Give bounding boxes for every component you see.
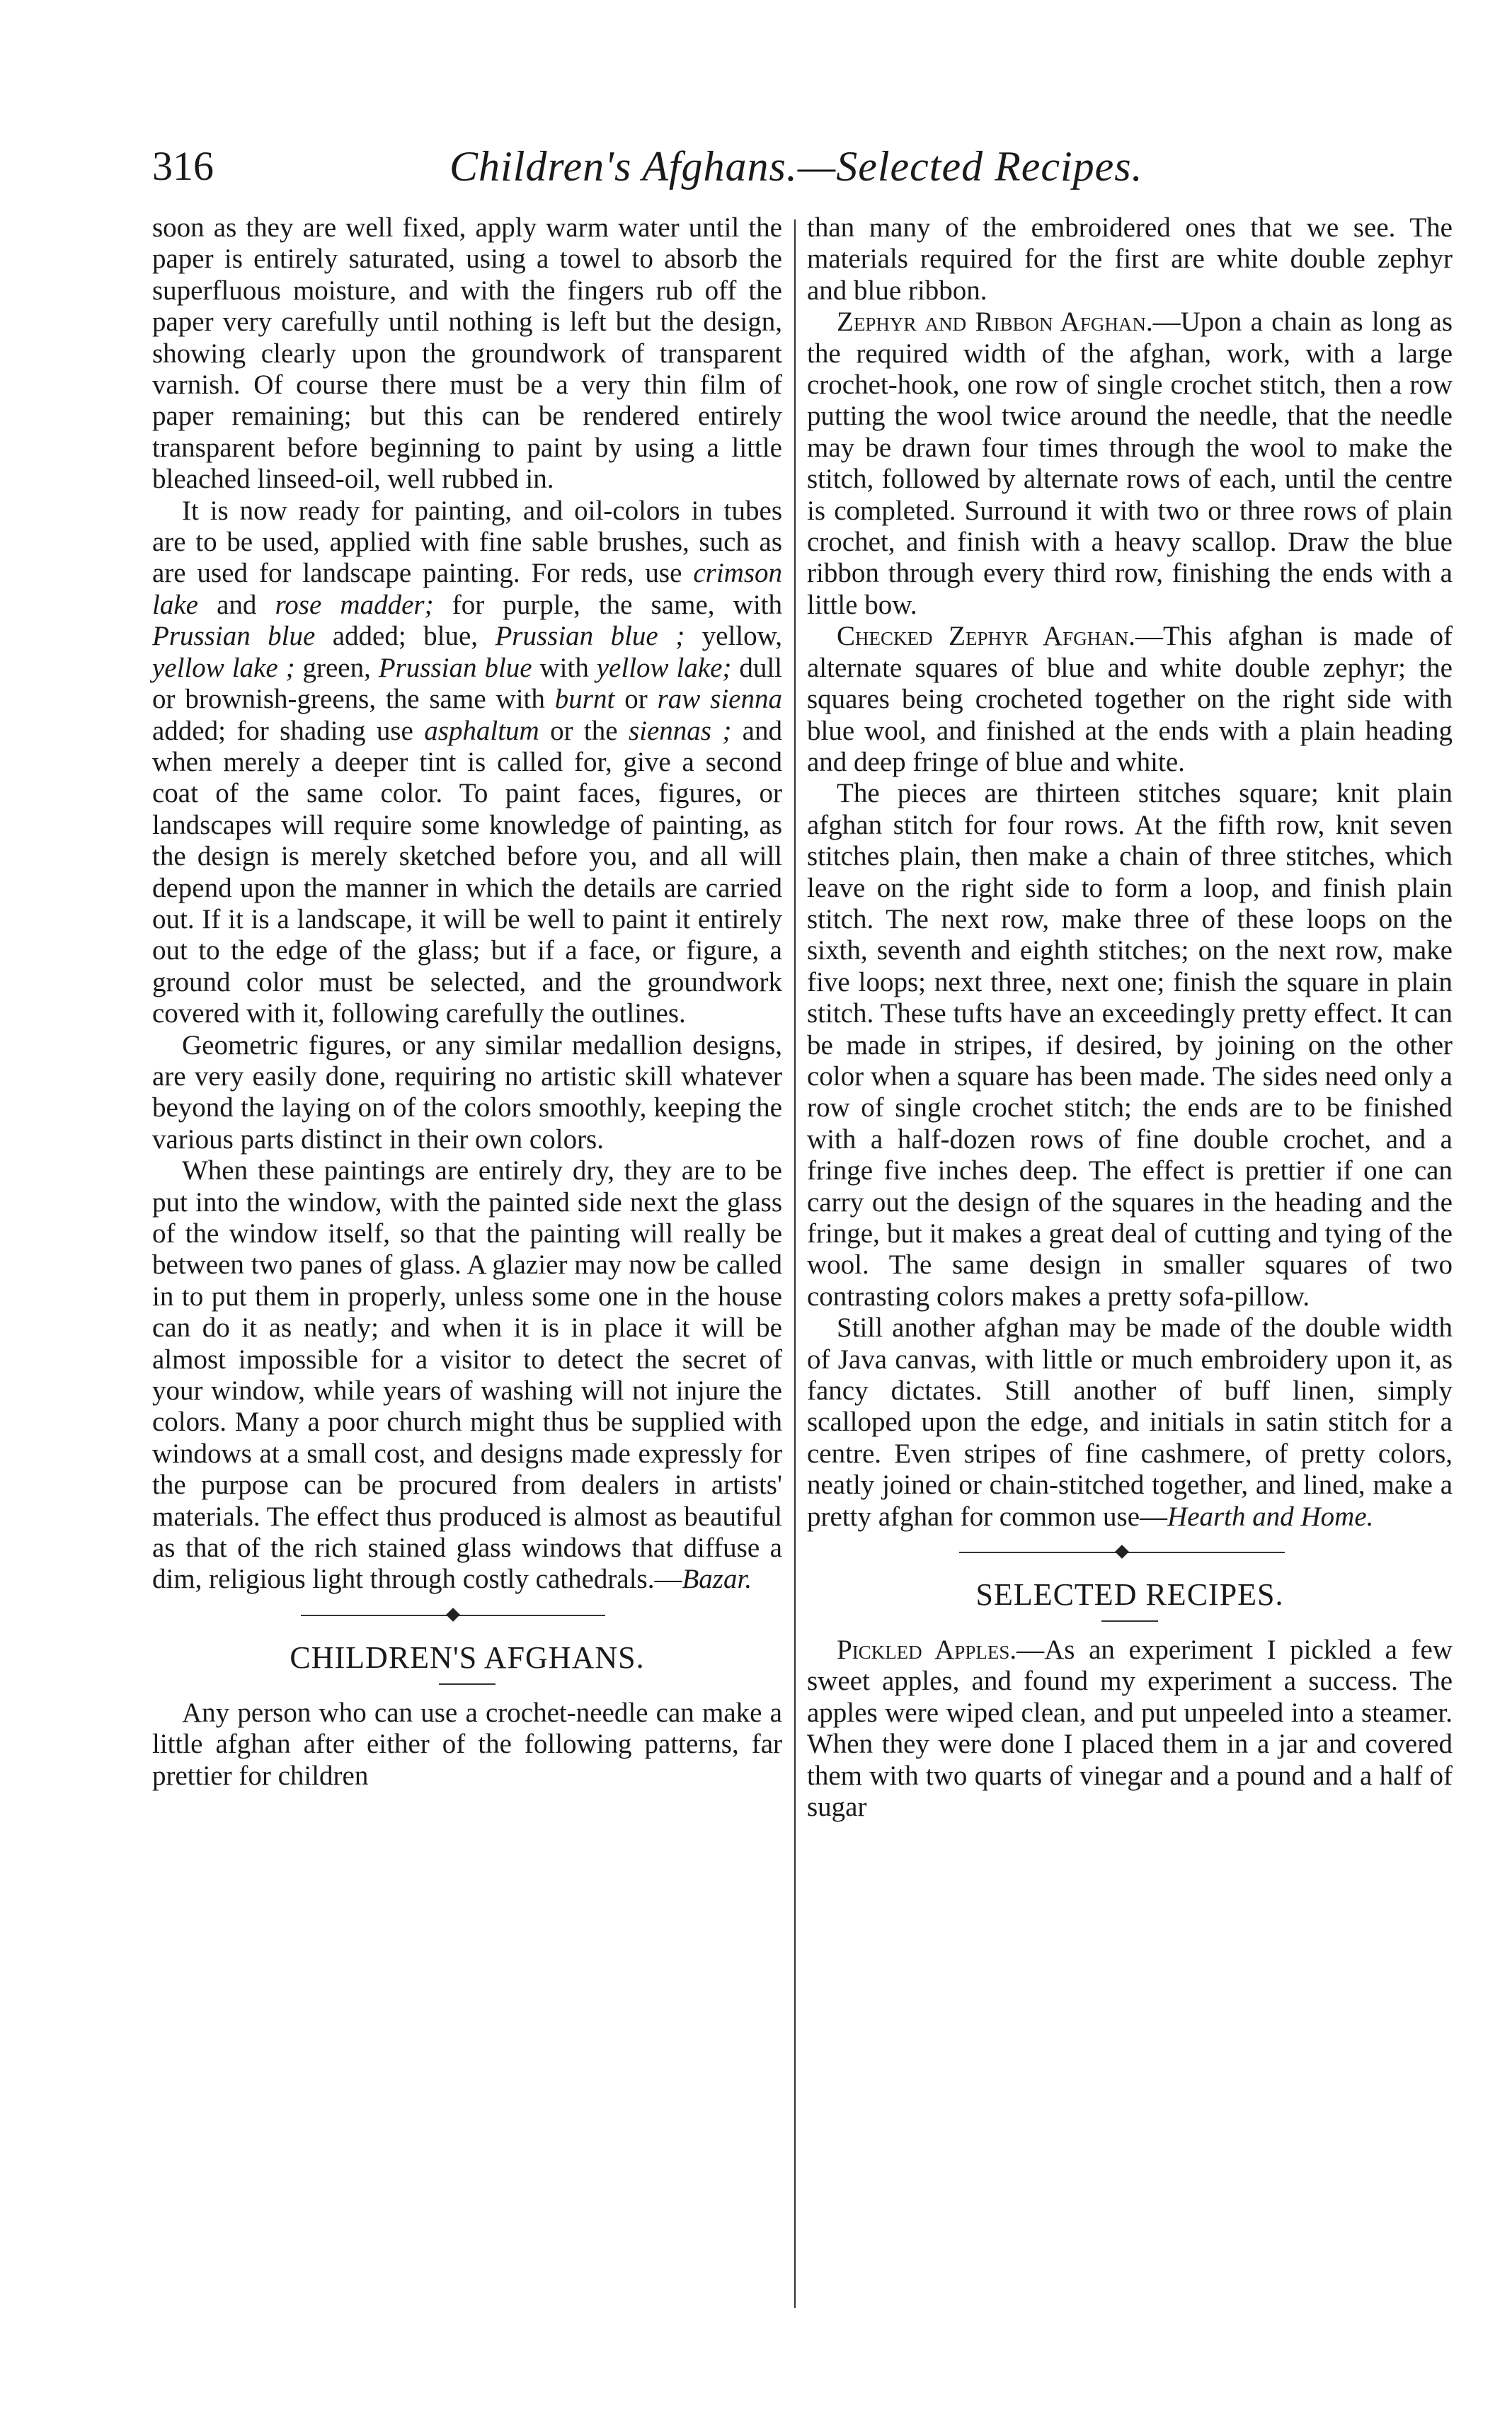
italic-term: yellow lake;: [596, 652, 732, 683]
section-divider: [152, 1601, 782, 1630]
italic-term: burnt: [554, 684, 615, 715]
text-run: —Upon a chain as long as the required width of the afghan, work, with a large crochet-hook, one row of single crochet stitch, then a row putting the wool twice around the needle, that the needle may be drawn four times through the wool to make the stitch, followed by alternate rows of each, until the centre is completed. Surround it with two or three rows of plain crochet, and finish with a heavy scallop. Draw the blue ribbon through every third row, finishing the ends with a little bow.: [807, 307, 1453, 620]
column-rule: [794, 219, 796, 2308]
paragraph: [807, 1312, 1453, 1533]
paragraph: Geometric figures, or any similar medallion designs, are very easily done, requiring no artistic skill whatever beyond the laying on of the colors smoothly, keeping the various parts distinct in their own colors.: [152, 1029, 782, 1155]
paragraph: [152, 1155, 782, 1596]
page-number: 316: [152, 143, 214, 189]
text-run: for purple, the same, with: [433, 589, 782, 620]
paragraph: [152, 496, 782, 1030]
source-citation: Bazar.: [682, 1564, 752, 1595]
italic-term: asphaltum: [424, 715, 539, 746]
text-run: and when merely a deeper tint is called for, give a second coat of the same color. To paint faces, figures, or landscapes will require some knowledge of painting, as the design is merely sketched before you, and all will depend upon the manner in which the details are carried out. If it is a landscape, it will be well to paint it entirely out to the edge of the glass; but if a face, or figure, a ground color must be selected, and the groundwork covered with it, following carefully the outlines.: [152, 715, 782, 1029]
text-run: Still another afghan may be made of the double width of Java canvas, with little or much embroidery upon it, as fancy dictates. Still another of buff linen, simply scalloped upon the edge, and initials in satin stitch for a centre. Even stripes of fine cashmere, of pretty colors, neatly joined or chain-stitched together, and lined, make a pretty afghan for common use—: [807, 1312, 1453, 1532]
heading-rule: [439, 1683, 496, 1685]
left-column: [152, 212, 782, 1792]
text-run: or: [614, 684, 658, 715]
italic-term: raw sienna: [657, 684, 782, 715]
text-run: dull or brownish-greens, the same with: [152, 652, 783, 715]
text-run: or the: [539, 715, 629, 746]
entry-title: Checked Zephyr Afghan.: [837, 621, 1135, 652]
text-run: green,: [294, 652, 379, 683]
paragraph: soon as they are well fixed, apply warm water until the paper is entirely saturated, using a towel to absorb the superfluous moisture, and with the fingers rub off the paper very carefully until nothing is left but the design, showing clearly upon the groundwork of transparent varnish. Of course there must be a very thin film of paper remaining; but this can be rendered entirely transparent before beginning to paint by using a little bleached linseed-oil, well rubbed in.: [152, 212, 782, 495]
entry-title: Zephyr and Ribbon Afghan.: [837, 307, 1153, 338]
paragraph: The pieces are thirteen stitches square; knit plain afghan stitch for four rows. At the fifth row, knit seven stitches plain, then make a chain of three stitches, which leave on the right side to form a loop, and finish plain stitch. The next row, make three of these loops on the sixth, seventh and eighth stitches; on the next row, make five loops; next three, next one; finish the square in plain stitch. These tufts have an exceedingly pretty effect. It can be made in stripes, if desired, by joining on the other color when a square has been made. The sides need only a row of single crochet stitch; the ends are to be finished with a half-dozen rows of fine double crochet, and a fringe five inches deep. The effect is prettier if one can carry out the design of the squares in the heading and the fringe, but it makes a great deal of cutting and tying of the wool. The same design in smaller squares of two contrasting colors makes a pretty sofa-pillow.: [807, 778, 1453, 1312]
text-run: —This afghan is made of alternate squares of blue and white double zephyr; the squares being crocheted together on the right side with blue wool, and finished at the ends with a plain heading and deep fringe of blue and white.: [807, 621, 1453, 777]
italic-term: Prussian blue: [378, 652, 532, 683]
running-head: [152, 135, 1451, 198]
italic-term: Prussian blue ;: [495, 621, 685, 652]
source-citation: Hearth and Home.: [1167, 1501, 1374, 1532]
running-title: Children's Afghans.—Selected Recipes.: [449, 143, 1143, 190]
section-heading: SELECTED RECIPES.: [975, 1577, 1284, 1613]
italic-term: siennas ;: [628, 715, 732, 746]
paragraph: [807, 621, 1453, 778]
text-run: with: [532, 652, 597, 683]
text-run: yellow,: [685, 621, 782, 652]
paragraph: [807, 1635, 1453, 1823]
italic-term: crimson lake: [152, 558, 782, 620]
text-run: It is now ready for painting, and oil-colors in tubes are to be used, applied with fine sable brushes, such as are used for landscape painting. For reds, use: [152, 495, 782, 589]
section-divider: [807, 1538, 1453, 1567]
paragraph: than many of the embroidered ones that we see. The materials required for the first are white double zephyr and blue ribbon.: [807, 212, 1453, 306]
italic-term: yellow lake ;: [152, 652, 295, 683]
text-run: added; for shading use: [152, 715, 425, 746]
heading-rule: [1101, 1620, 1158, 1622]
text-run: added; blue,: [315, 621, 496, 652]
italic-term: rose madder;: [275, 589, 434, 620]
diamond-ornament-icon: [1115, 1545, 1129, 1559]
entry-title: Pickled Apples.: [837, 1635, 1017, 1666]
text-run: and: [197, 589, 275, 620]
text-run: —As an experiment I pickled a few sweet apples, and found my experiment a success. The apples were wiped clean, and put unpeeled into a steamer. When they were done I placed them in a jar and covered them with two quarts of vinegar and a pound and a half of sugar: [807, 1635, 1453, 1823]
diamond-ornament-icon: [446, 1608, 460, 1622]
section-heading: CHILDREN'S AFGHANS.: [290, 1640, 645, 1675]
right-column: [807, 212, 1453, 1824]
text-run: When these paintings are entirely dry, they are to be put into the window, with the painted side next the glass of the window itself, so that the painting will really be between two panes of glass. A glazier may now be called in to put them in properly, unless some one in the house can do it as neatly; and when it is in place it will be almost impossible for a visitor to detect the secret of your window, while years of washing will not injure the colors. Many a poor church might thus be supplied with windows at a small cost, and designs made expressly for the purpose can be procured from dealers in artists' materials. The effect thus produced is almost as beautiful as that of the rich stained glass windows that diffuse a dim, religious light through costly cathedrals.—: [152, 1155, 782, 1595]
italic-term: Prussian blue: [152, 621, 316, 652]
paragraph: Any person who can use a crochet-needle can make a little afghan after either of the following patterns, far prettier for children: [152, 1697, 782, 1791]
paragraph: [807, 307, 1453, 621]
